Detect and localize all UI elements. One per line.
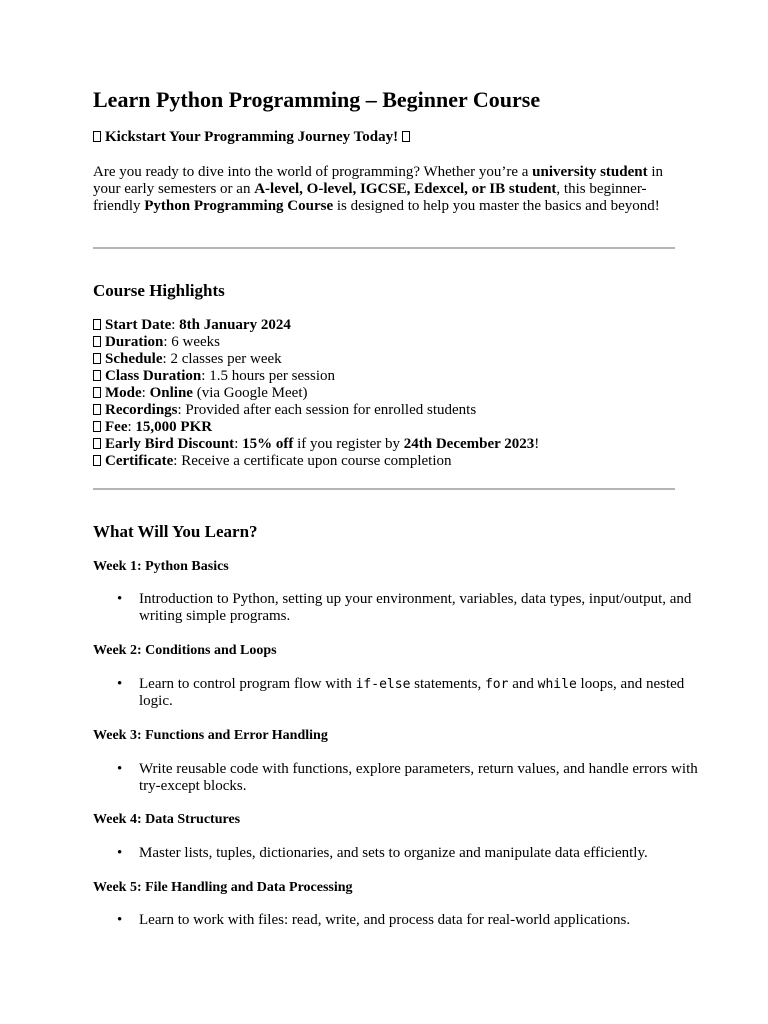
emoji-placeholder-icon xyxy=(93,319,101,330)
list-item xyxy=(139,676,721,710)
emoji-placeholder-icon xyxy=(93,421,101,432)
list-item: • Write reusable code with functions, explore parameters, return values, and handle errors with try-except blocks. xyxy=(139,761,721,795)
week-3-list xyxy=(93,761,721,795)
highlight-sep: : xyxy=(162,351,171,367)
highlight-certificate xyxy=(93,453,675,470)
highlight-label: Start Date xyxy=(105,317,172,333)
highlight-fee xyxy=(93,419,675,436)
highlight-label: Duration xyxy=(105,334,164,350)
inline-code: if-else xyxy=(355,677,411,692)
divider xyxy=(93,488,675,490)
highlight-label: Mode xyxy=(105,385,142,401)
week-5-heading: Week 5: File Handling and Data Processing xyxy=(93,880,353,895)
intro-paragraph xyxy=(93,164,675,215)
highlight-value: 8th January 2024 xyxy=(179,317,291,333)
highlight-label: Recordings xyxy=(105,402,178,418)
highlight-value: 1.5 hours per session xyxy=(209,368,336,384)
week-2-list xyxy=(93,676,721,710)
week-title: Conditions and Loops xyxy=(145,643,277,658)
intro-bold: A-level, O-level, IGCSE, Edexcel, or IB student xyxy=(254,181,557,197)
highlight-label: Schedule xyxy=(105,351,163,367)
week-2-heading: Week 2: Conditions and Loops xyxy=(93,643,277,658)
week-label: Week 2 xyxy=(93,643,137,658)
highlight-label: Early Bird Discount xyxy=(105,436,235,452)
highlight-class-duration xyxy=(93,368,675,385)
highlight-rest: (via Google Meet) xyxy=(192,385,308,401)
highlight-early-bird xyxy=(93,436,675,453)
emoji-placeholder-icon xyxy=(402,131,410,142)
highlight-value: Provided after each session for enrolled students xyxy=(185,402,477,418)
highlight-recordings xyxy=(93,402,675,419)
highlight-label: Certificate xyxy=(105,453,174,469)
highlight-value: 15% off xyxy=(242,436,294,452)
highlight-sep: : xyxy=(234,436,243,452)
list-item: • Learn to work with files: read, write, and process data for real-world applications. xyxy=(139,912,721,929)
page-title: Learn Python Programming – Beginner Course xyxy=(93,87,541,112)
highlight-mode xyxy=(93,385,675,402)
highlight-sep: : xyxy=(163,334,172,350)
highlight-value: 2 classes per week xyxy=(170,351,282,367)
week-4-list xyxy=(93,845,721,862)
list-item: • Introduction to Python, setting up your environment, variables, data types, input/output, and writing simple programs. xyxy=(139,591,721,625)
inline-code: for xyxy=(484,677,509,692)
item-text: and xyxy=(508,676,538,692)
week-4-heading: Week 4: Data Structures xyxy=(93,812,241,827)
highlight-value: 15,000 PKR xyxy=(135,419,213,435)
intro-text: , this beginner-friendly xyxy=(93,181,647,214)
highlight-start-date xyxy=(93,317,675,334)
emoji-placeholder-icon xyxy=(93,404,101,415)
subtitle xyxy=(93,129,414,146)
week-label: Week 5 xyxy=(93,880,137,895)
intro-text: is designed to help you master the basics and beyond! xyxy=(333,198,660,214)
highlight-schedule xyxy=(93,351,675,368)
highlight-value: Receive a certificate upon course completion xyxy=(181,453,452,469)
intro-bold: university student xyxy=(532,164,648,180)
highlight-value: Online xyxy=(149,385,193,401)
week-5-list xyxy=(93,912,721,929)
intro-bold: Python Programming Course xyxy=(144,198,334,214)
intro-text: Are you ready to dive into the world of programming? Whether you’re a xyxy=(93,164,533,180)
emoji-placeholder-icon xyxy=(93,455,101,466)
highlights-heading: Course Highlights xyxy=(93,281,225,300)
emoji-placeholder-icon xyxy=(93,131,101,142)
highlight-rest: ! xyxy=(534,436,540,452)
week-title: Data Structures xyxy=(145,812,241,827)
learn-heading: What Will You Learn? xyxy=(93,522,258,541)
inline-code: while xyxy=(537,677,577,692)
highlights-list xyxy=(93,317,675,470)
week-1-list xyxy=(93,591,721,625)
highlight-sep: : xyxy=(141,385,150,401)
week-label: Week 4 xyxy=(93,812,137,827)
week-3-heading: Week 3: Functions and Error Handling xyxy=(93,728,328,743)
divider xyxy=(93,247,675,249)
highlight-duration xyxy=(93,334,675,351)
item-text: Learn to control program flow with xyxy=(139,676,356,692)
emoji-placeholder-icon xyxy=(93,336,101,347)
highlight-label: Class Duration xyxy=(105,368,202,384)
list-item: • Master lists, tuples, dictionaries, and sets to organize and manipulate data efficiently. xyxy=(139,845,721,862)
emoji-placeholder-icon xyxy=(93,353,101,364)
week-label: Week 1 xyxy=(93,559,137,574)
item-text: statements, xyxy=(410,676,485,692)
week-label: Week 3 xyxy=(93,728,137,743)
week-title: File Handling and Data Processing xyxy=(145,880,353,895)
highlight-sep: : xyxy=(127,419,136,435)
week-title: Functions and Error Handling xyxy=(145,728,328,743)
emoji-placeholder-icon xyxy=(93,387,101,398)
highlight-value: 6 weeks xyxy=(171,334,221,350)
highlight-sep: : xyxy=(177,402,186,418)
item-text: loops, and nested logic. xyxy=(139,676,685,709)
highlight-sep: : xyxy=(201,368,210,384)
highlight-sep: : xyxy=(171,317,180,333)
highlight-sep: : xyxy=(173,453,182,469)
highlight-value: 24th December 2023 xyxy=(403,436,535,452)
highlight-label: Fee xyxy=(105,419,128,435)
highlight-rest: if you register by xyxy=(293,436,404,452)
emoji-placeholder-icon xyxy=(93,438,101,449)
subtitle-text: Kickstart Your Programming Journey Today! xyxy=(105,129,399,145)
week-1-heading: Week 1: Python Basics xyxy=(93,559,229,574)
intro-text: in your early semesters or an xyxy=(93,164,664,197)
week-title: Python Basics xyxy=(145,559,229,574)
emoji-placeholder-icon xyxy=(93,370,101,381)
